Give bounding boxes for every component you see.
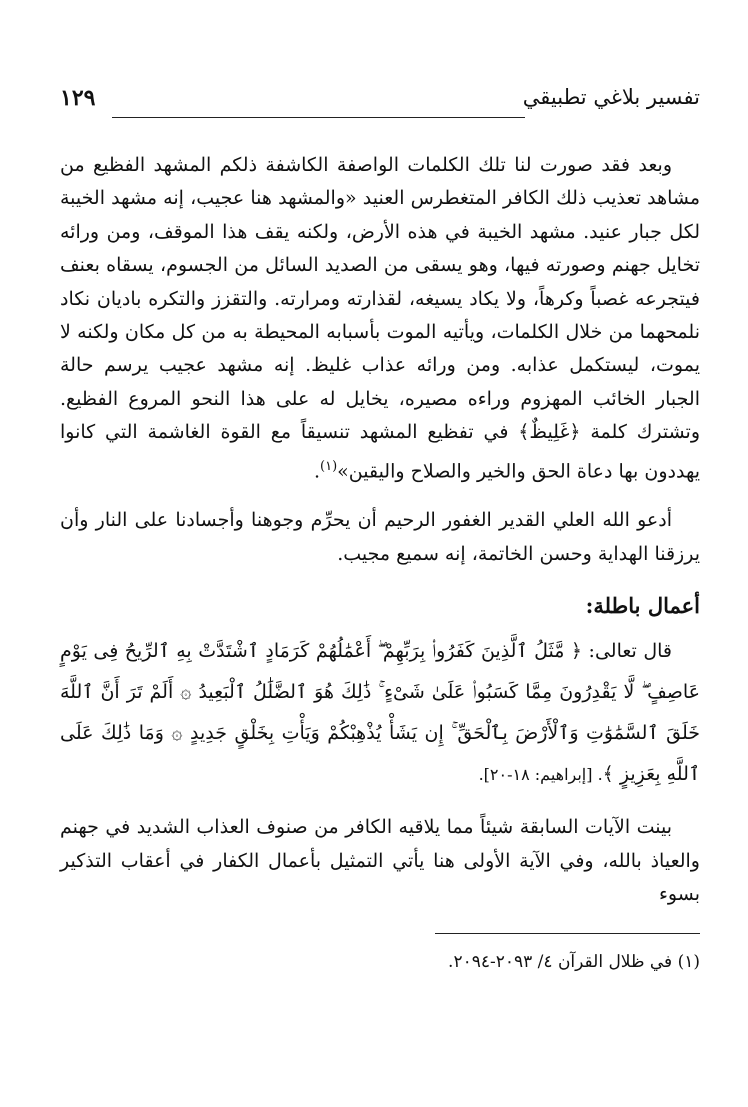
footnote-marker: (١) <box>320 458 338 474</box>
page-header <box>60 85 700 129</box>
verse-block <box>60 631 700 795</box>
quran-verse: ﴿ مَّثَلُ ٱلَّذِينَ كَفَرُوا۟ بِرَبِّهِمْ ۖ أَعْمَٰلُهُمْ كَرَمَادٍ ٱشْتَدَّتْ بِهِ ٱلرِّيحُ فِى يَوْمٍ عَاصِفٍ ۖ لَّا يَقْدِرُونَ مِمَّا كَسَبُوا۟ عَلَىٰ شَىْءٍ ۚ ذَٰلِكَ هُوَ ٱلضَّلَٰلُ ٱلْبَعِيدُ ۞ أَلَمْ تَرَ أَنَّ ٱللَّهَ خَلَقَ ٱلسَّمَٰوَٰتِ وَٱلْأَرْضَ بِٱلْحَقِّ ۚ إِن يَشَأْ يُذْهِبْكُمْ وَيَأْتِ بِخَلْقٍ جَدِيدٍ ۞ وَمَا ذَٰلِكَ عَلَى ٱللَّهِ بِعَزِيزٍ ﴾ <box>60 640 700 786</box>
footnote-rule <box>435 933 700 934</box>
footnote: (١) في ظلال القرآن ٤/ ٢٠٩٣-٢٠٩٤. <box>448 952 700 973</box>
paragraph-quote <box>60 149 700 488</box>
header-rule <box>112 117 525 118</box>
paragraph-end: . <box>313 459 320 482</box>
page-number: ١٢٩ <box>60 85 96 111</box>
section-title: أعمال باطلة: <box>585 593 700 619</box>
paragraph-prayer: أدعو الله العلي القدير الغفور الرحيم أن يحرِّم وجوهنا وأجسادنا على النار وأن يرزقنا الهداية وحسن الخاتمة، إنه سميع مجيب. <box>60 509 700 565</box>
verse-reference: . [إبراهيم: ١٨-٢٠]. <box>478 765 603 785</box>
verse-intro: قال تعالى: <box>582 640 672 663</box>
paragraph-text: وبعد فقد صورت لنا تلك الكلمات الواصفة الكاشفة ذلكم المشهد الفظيع من مشاهد تعذيب ذلك الكافر المتغطرس العنيد «والمشهد هنا عجيب، إنه مشهد الخيبة لكل جبار عنيد. مشهد الخيبة في هذه الأرض، ولكنه يقف هذا الموقف، ومن ورائه تخايل جهنم وصورته فيها، وهو يسقى من الصديد السائل من الجسوم، يسقاه بعنف فيتجرعه غصباً وكرهاً، ولا يكاد يسيغه، لقذارته ومرارته. والتقزز والتكره باديان نكاد نلمحهما من خلال الكلمات، ويأتيه الموت بأسبابه المحيطة به من كل مكان ولكنه لا يموت، ليستكمل عذابه. ومن ورائه عذاب غليظ. إنه مشهد عجيب يرسم حالة الجبار الخائب المهزوم وراءه مصيره، يخايل له على هذا النحو المروع الفظيع. وتشترك كلمة ﴿غَلِيظٌ﴾ في تفظيع المشهد تنسيقاً مع القوة الغاشمة التي كانوا يهددون بها دعاة الحق والخير والصلاح واليقين» <box>60 154 701 482</box>
paragraph-commentary: بينت الآيات السابقة شيئاً مما يلاقيه الكافر من صنوف العذاب الشديد في جهنم والعياذ بالله، وفي الآية الأولى هنا يأتي التمثيل بأعمال الكفار في أعقاب التذكير بسوء <box>60 816 700 906</box>
book-page <box>60 85 700 976</box>
running-title: تفسير بلاغي تطبيقي <box>522 85 700 109</box>
